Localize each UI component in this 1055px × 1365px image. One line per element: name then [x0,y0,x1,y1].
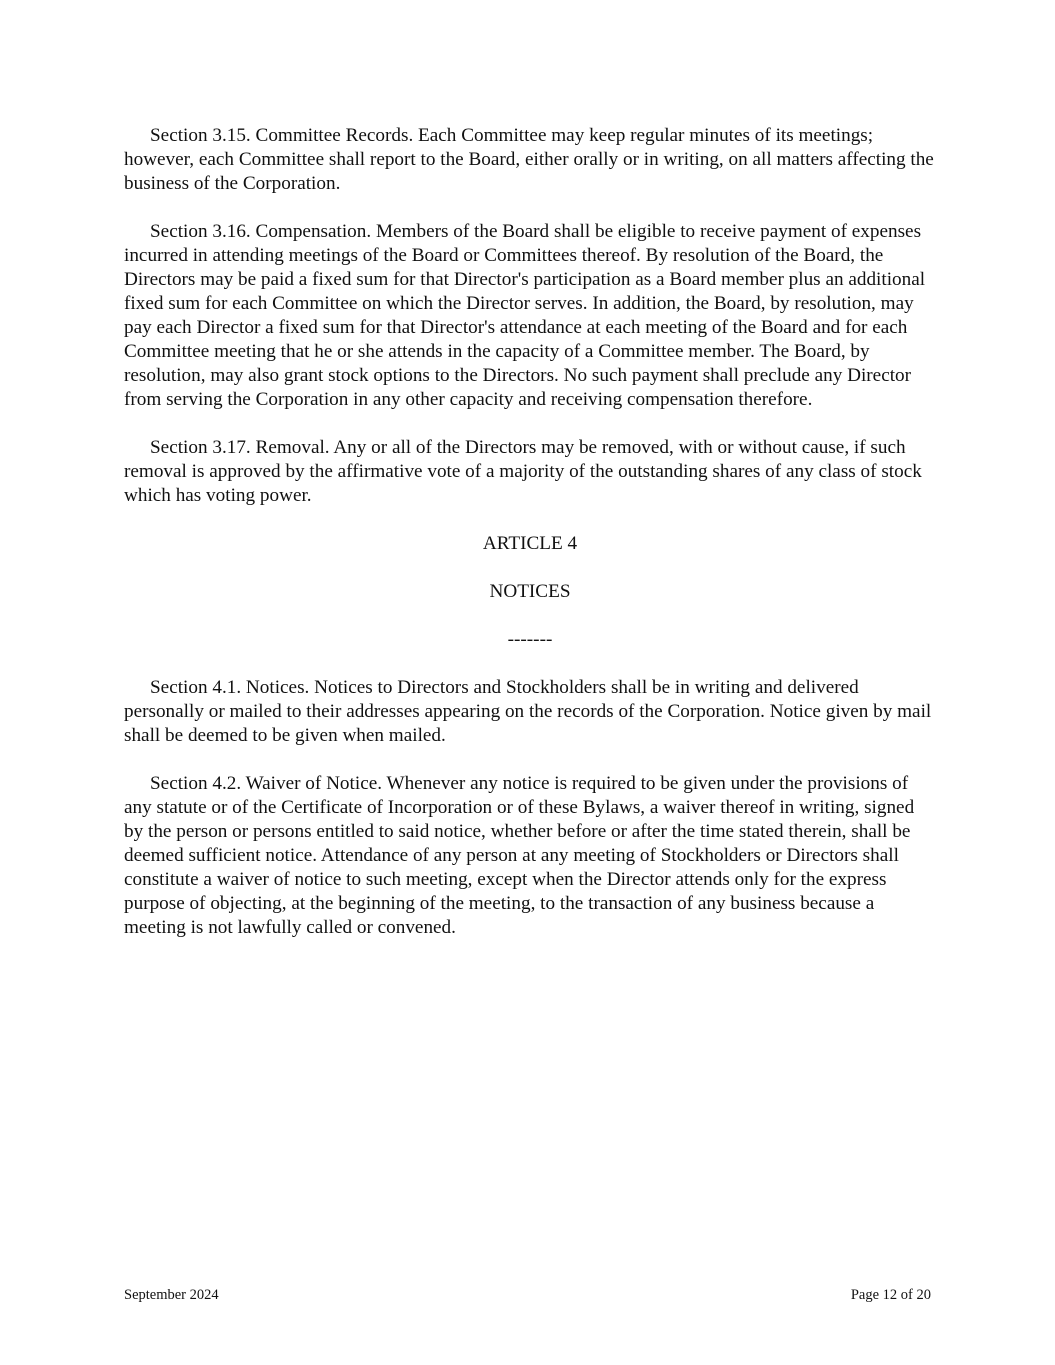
section-3-16: Section 3.16. Compensation. Members of the Board shall be eligible to receive payment of expenses incurred in attending meetings of the Board or Committees thereof. By resolution of the Board, the Directors may be paid a fixed sum for that Director's participation as a Board member plus an additional fixed sum for each Committee on which the Director serves. In addition, the Board, by resolution, may pay each Director a fixed sum for that Director's attendance at each meeting of the Board and for each Committee meeting that he or she attends in the capacity of a Committee member. The Board, by resolution, may also grant stock options to the Directors. No such payment shall preclude any Director from serving the Corporation in any other capacity and receiving compensation therefore. [124,221,926,410]
article-heading: ARTICLE 4 [482,533,578,554]
section-4-2: Section 4.2. Waiver of Notice. Whenever any notice is required to be given under the provisions of any statute or of the Certificate of Incorporation or of these Bylaws, a waiver thereof in writing, signed by the person or persons entitled to said notice, whether before or after the time stated therein, shall be deemed sufficient notice. Attendance of any person at any meeting of Stockholders or Directors shall constitute a waiver of notice to such meeting, except when the Director attends only for the express purpose of objecting, at the beginning of the meeting, to the transaction of any business because a meeting is not lawfully called or convened. [124,773,915,938]
section-3-15: Section 3.15. Committee Records. Each Committee may keep regular minutes of its meetings; however, each Committee shall report to the Board, either orally or in writing, on all matters affecting the business of the Corporation. [124,125,934,194]
document-body [124,124,936,964]
section-4-1: Section 4.1. Notices. Notices to Directors and Stockholders shall be in writing and delivered personally or mailed to their addresses appearing on the records of the Corporation. Notice given by mail shall be deemed to be given when mailed. [124,677,932,746]
article-title: NOTICES [489,581,571,602]
article-separator: ------- [507,629,553,650]
footer-date: September 2024 [124,1287,219,1303]
footer-page-number: Page 12 of 20 [850,1287,931,1303]
section-3-17: Section 3.17. Removal. Any or all of the Directors may be removed, with or without cause, if such removal is approved by the affirmative vote of a majority of the outstanding shares of any class of stock which has voting power. [124,437,922,506]
